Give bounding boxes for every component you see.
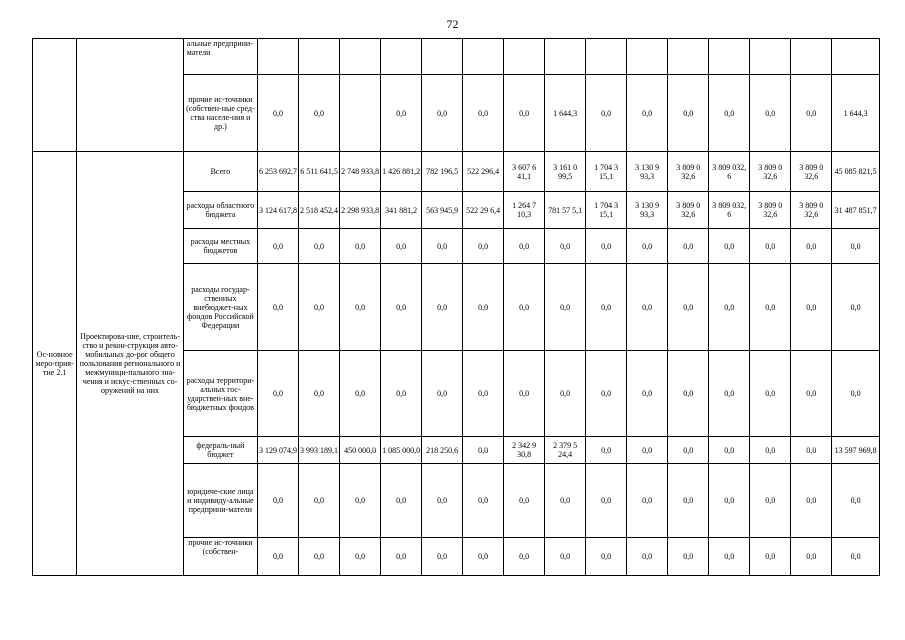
value-cell: 2 518 452,4 bbox=[299, 192, 340, 229]
value-cell bbox=[832, 39, 880, 75]
value-cell bbox=[299, 39, 340, 75]
source-cell: Всего bbox=[183, 152, 257, 192]
value-cell: 0,0 bbox=[504, 351, 545, 437]
value-cell: 0,0 bbox=[381, 229, 422, 264]
value-cell: 6 511 641,5 bbox=[299, 152, 340, 192]
value-cell bbox=[586, 39, 627, 75]
value-cell: 0,0 bbox=[422, 229, 463, 264]
value-cell: 0,0 bbox=[586, 75, 627, 152]
value-cell: 0,0 bbox=[545, 351, 586, 437]
value-cell: 0,0 bbox=[422, 538, 463, 576]
value-cell: 3 130 9 93,3 bbox=[627, 192, 668, 229]
source-cell: альные предприни-матели bbox=[183, 39, 257, 75]
value-cell: 3 809 0 32,6 bbox=[791, 192, 832, 229]
value-cell: 0,0 bbox=[381, 75, 422, 152]
value-cell: 0,0 bbox=[340, 351, 381, 437]
value-cell: 0,0 bbox=[832, 351, 880, 437]
value-cell: 0,0 bbox=[709, 538, 750, 576]
value-cell: 0,0 bbox=[791, 464, 832, 538]
value-cell: 0,0 bbox=[258, 264, 299, 351]
value-cell: 0,0 bbox=[463, 437, 504, 464]
value-cell: 0,0 bbox=[463, 351, 504, 437]
source-cell: юридиче-ские лица и индивиду-альные предприни-матели bbox=[183, 464, 257, 538]
value-cell: 0,0 bbox=[668, 264, 709, 351]
value-cell: 0,0 bbox=[381, 351, 422, 437]
value-cell: 0,0 bbox=[258, 229, 299, 264]
value-cell: 0,0 bbox=[750, 437, 791, 464]
table-body bbox=[33, 39, 880, 576]
value-cell: 3 130 9 93,3 bbox=[627, 152, 668, 192]
value-cell: 3 124 617,8 bbox=[258, 192, 299, 229]
value-cell: 563 945,9 bbox=[422, 192, 463, 229]
table-row bbox=[33, 39, 880, 75]
value-cell: 0,0 bbox=[750, 75, 791, 152]
value-cell: 0,0 bbox=[586, 437, 627, 464]
value-cell: 0,0 bbox=[668, 538, 709, 576]
value-cell: 0,0 bbox=[504, 538, 545, 576]
value-cell: 0,0 bbox=[586, 538, 627, 576]
value-cell: 0,0 bbox=[258, 464, 299, 538]
value-cell: 0,0 bbox=[340, 538, 381, 576]
value-cell: 0,0 bbox=[750, 229, 791, 264]
source-cell: расходы территори-альных гос-ударствен-ных вне-бюджетных фондов bbox=[183, 351, 257, 437]
value-cell: 1 644,3 bbox=[832, 75, 880, 152]
value-cell: 341 881,2 bbox=[381, 192, 422, 229]
value-cell: 1 426 881,2 bbox=[381, 152, 422, 192]
value-cell bbox=[627, 39, 668, 75]
value-cell: 3 129 074,9 bbox=[258, 437, 299, 464]
value-cell: 0,0 bbox=[504, 229, 545, 264]
value-cell: 3 161 0 99,5 bbox=[545, 152, 586, 192]
value-cell: 0,0 bbox=[709, 351, 750, 437]
value-cell bbox=[668, 39, 709, 75]
value-cell: 3 809 0 32,6 bbox=[750, 152, 791, 192]
value-cell: 1 704 3 15,1 bbox=[586, 152, 627, 192]
value-cell: 0,0 bbox=[668, 75, 709, 152]
value-cell: 0,0 bbox=[586, 264, 627, 351]
value-cell: 2 342 9 30,8 bbox=[504, 437, 545, 464]
budget-table bbox=[32, 38, 880, 576]
value-cell: 0,0 bbox=[750, 264, 791, 351]
value-cell: 0,0 bbox=[504, 264, 545, 351]
page-number: 72 bbox=[446, 17, 459, 31]
measure-name-cell: Проектирова-ние, строитель-ство и рекон-струкция авто-мобильных до-рог общего пользования регионального и межмуници-пального зна-чения и искус-ственных со-оружений на них bbox=[77, 152, 183, 576]
value-cell: 0,0 bbox=[299, 464, 340, 538]
value-cell: 782 196,5 bbox=[422, 152, 463, 192]
value-cell: 1 704 3 15,1 bbox=[586, 192, 627, 229]
value-cell: 0,0 bbox=[422, 464, 463, 538]
value-cell: 0,0 bbox=[258, 538, 299, 576]
value-cell: 0,0 bbox=[545, 464, 586, 538]
value-cell: 1 085 000,0 bbox=[381, 437, 422, 464]
value-cell: 3 809 0 32,6 bbox=[791, 152, 832, 192]
value-cell bbox=[340, 75, 381, 152]
value-cell: 0,0 bbox=[709, 437, 750, 464]
value-cell: 0,0 bbox=[627, 264, 668, 351]
value-cell bbox=[422, 39, 463, 75]
value-cell: 0,0 bbox=[463, 229, 504, 264]
value-cell: 0,0 bbox=[463, 75, 504, 152]
value-cell: 2 298 933,8 bbox=[340, 192, 381, 229]
value-cell: 1 644,3 bbox=[545, 75, 586, 152]
source-cell: расходы местных бюджетов bbox=[183, 229, 257, 264]
value-cell: 6 253 692,7 bbox=[258, 152, 299, 192]
value-cell: 0,0 bbox=[791, 538, 832, 576]
value-cell: 0,0 bbox=[299, 75, 340, 152]
value-cell: 0,0 bbox=[340, 264, 381, 351]
value-cell: 0,0 bbox=[627, 464, 668, 538]
value-cell: 0,0 bbox=[832, 229, 880, 264]
value-cell: 2 748 933,8 bbox=[340, 152, 381, 192]
value-cell: 13 597 969,8 bbox=[832, 437, 880, 464]
value-cell: 0,0 bbox=[668, 351, 709, 437]
value-cell bbox=[750, 39, 791, 75]
value-cell: 0,0 bbox=[627, 75, 668, 152]
value-cell: 0,0 bbox=[750, 538, 791, 576]
value-cell: 0,0 bbox=[381, 538, 422, 576]
value-cell: 0,0 bbox=[340, 229, 381, 264]
value-cell: 0,0 bbox=[586, 464, 627, 538]
value-cell: 781 57 5,1 bbox=[545, 192, 586, 229]
value-cell: 3 809 032, 6 bbox=[709, 152, 750, 192]
value-cell: 0,0 bbox=[504, 464, 545, 538]
value-cell: 0,0 bbox=[750, 464, 791, 538]
value-cell: 0,0 bbox=[627, 351, 668, 437]
value-cell: 0,0 bbox=[463, 464, 504, 538]
name-cell bbox=[77, 39, 183, 152]
value-cell: 0,0 bbox=[381, 464, 422, 538]
value-cell: 0,0 bbox=[832, 264, 880, 351]
table-row bbox=[33, 152, 880, 192]
value-cell: 0,0 bbox=[627, 229, 668, 264]
value-cell bbox=[258, 39, 299, 75]
value-cell: 3 993 189,1 bbox=[299, 437, 340, 464]
value-cell: 0,0 bbox=[668, 464, 709, 538]
value-cell: 0,0 bbox=[299, 229, 340, 264]
value-cell: 0,0 bbox=[709, 229, 750, 264]
value-cell bbox=[381, 39, 422, 75]
value-cell: 0,0 bbox=[668, 229, 709, 264]
value-cell bbox=[709, 39, 750, 75]
value-cell: 0,0 bbox=[709, 464, 750, 538]
value-cell: 0,0 bbox=[750, 351, 791, 437]
value-cell: 0,0 bbox=[258, 75, 299, 152]
value-cell: 0,0 bbox=[340, 464, 381, 538]
value-cell: 0,0 bbox=[545, 229, 586, 264]
value-cell bbox=[340, 39, 381, 75]
value-cell: 0,0 bbox=[545, 538, 586, 576]
value-cell: 0,0 bbox=[422, 75, 463, 152]
value-cell: 0,0 bbox=[422, 351, 463, 437]
value-cell: 3 809 0 32,6 bbox=[668, 192, 709, 229]
value-cell: 3 809 0 32,6 bbox=[750, 192, 791, 229]
value-cell: 522 296,4 bbox=[463, 152, 504, 192]
value-cell: 0,0 bbox=[299, 538, 340, 576]
value-cell: 0,0 bbox=[381, 264, 422, 351]
value-cell bbox=[463, 39, 504, 75]
value-cell: 0,0 bbox=[791, 75, 832, 152]
source-cell: расходы областного бюджета bbox=[183, 192, 257, 229]
value-cell: 3 809 032, 6 bbox=[709, 192, 750, 229]
value-cell: 45 085 821,5 bbox=[832, 152, 880, 192]
value-cell bbox=[504, 39, 545, 75]
source-cell: расходы государ-ственных внебюджет-ных фондов Российской Федерации bbox=[183, 264, 257, 351]
source-cell: прочие ис-точники (собствен- bbox=[183, 538, 257, 576]
value-cell: 1 264 7 10,3 bbox=[504, 192, 545, 229]
value-cell: 3 809 0 32,6 bbox=[668, 152, 709, 192]
measure-code-cell: Ос-новное меро-прия-тие 2.1 bbox=[33, 152, 77, 576]
value-cell: 0,0 bbox=[586, 351, 627, 437]
value-cell: 0,0 bbox=[791, 437, 832, 464]
value-cell: 0,0 bbox=[627, 437, 668, 464]
value-cell: 0,0 bbox=[422, 264, 463, 351]
value-cell: 0,0 bbox=[627, 538, 668, 576]
value-cell: 0,0 bbox=[791, 351, 832, 437]
value-cell: 0,0 bbox=[545, 264, 586, 351]
value-cell: 0,0 bbox=[299, 351, 340, 437]
value-cell: 0,0 bbox=[709, 75, 750, 152]
value-cell: 3 607 6 41,1 bbox=[504, 152, 545, 192]
value-cell: 0,0 bbox=[299, 264, 340, 351]
code-cell bbox=[33, 39, 77, 152]
value-cell: 0,0 bbox=[463, 538, 504, 576]
source-cell: федераль-ный бюджет bbox=[183, 437, 257, 464]
value-cell: 0,0 bbox=[258, 351, 299, 437]
value-cell bbox=[545, 39, 586, 75]
value-cell: 0,0 bbox=[791, 229, 832, 264]
value-cell: 0,0 bbox=[463, 264, 504, 351]
value-cell: 0,0 bbox=[668, 437, 709, 464]
value-cell: 31 487 851,7 bbox=[832, 192, 880, 229]
value-cell: 0,0 bbox=[504, 75, 545, 152]
value-cell: 2 379 5 24,4 bbox=[545, 437, 586, 464]
source-cell: прочие ис-точники (собствен-ные сред-ства населе-ния и др.) bbox=[183, 75, 257, 152]
value-cell: 0,0 bbox=[709, 264, 750, 351]
value-cell: 218 250,6 bbox=[422, 437, 463, 464]
value-cell: 0,0 bbox=[832, 464, 880, 538]
value-cell bbox=[791, 39, 832, 75]
value-cell: 0,0 bbox=[586, 229, 627, 264]
value-cell: 0,0 bbox=[791, 264, 832, 351]
value-cell: 522 29 6,4 bbox=[463, 192, 504, 229]
value-cell: 0,0 bbox=[832, 538, 880, 576]
value-cell: 450 000,0 bbox=[340, 437, 381, 464]
